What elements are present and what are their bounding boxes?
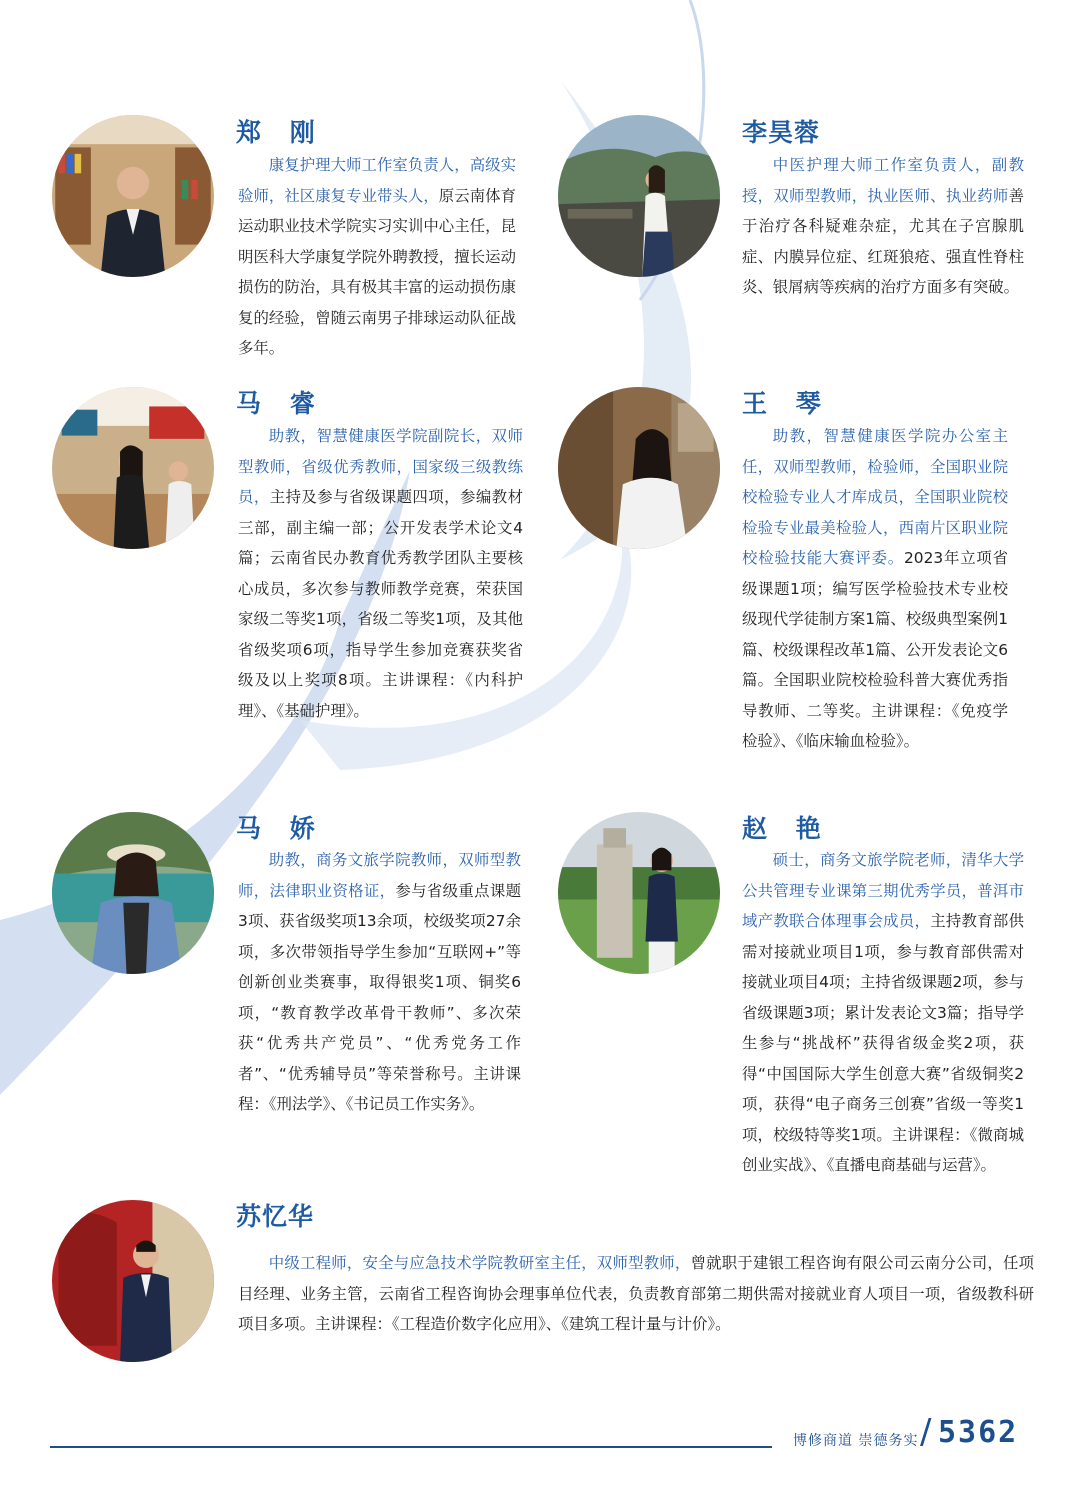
bio-text: 主持教育部供需对接就业项目1项，参与教育部供需对接就业项目4项；主持省级课题2项，参与省级课题3项；累计发表论文3篇；指导学生参与“挑战杯”获得省级金奖2项，获得“中国国际大学生创意大赛”省级铜奖2项，获得“电子商务三创赛”省级一等奖1项，校级特等奖1项。主讲课程：《微商城创业实战》、《直播电商基础与运营》。	[742, 912, 1024, 1174]
portrait-li-haorong	[558, 115, 720, 277]
staff-name: 马 娇	[236, 814, 325, 843]
staff-bio	[238, 421, 523, 726]
staff-name: 赵 艳	[742, 814, 831, 843]
portrait-su-yihua	[52, 1200, 214, 1362]
bio-text: 原云南体育运动职业技术学院实习实训中心主任，昆明医科大学康复学院外聘教授，擅长运动损伤的防治，具有极其丰富的运动损伤康复的经验，曾随云南男子排球运动队征战多年。	[238, 186, 516, 357]
footer-slash: /	[920, 1412, 932, 1452]
bio-highlight: 中医护理大师工作室负责人，副教授，双师型教师，执业医师、执业药师	[742, 156, 1024, 205]
portrait-wang-qin	[558, 387, 720, 549]
bio-highlight: 助教，智慧健康医学院办公室主任，双师型教师，检验师，全国职业院校检验专业人才库成员，全国职业院校检验专业最美检验人，西南片区职业院校检验技能大赛评委。	[742, 427, 1008, 567]
bio-highlight: 康复护理大师工作室负责人，高级实验师，社区康复专业带头人，	[238, 156, 516, 205]
staff-bio	[238, 1248, 1034, 1340]
staff-name: 苏忆华	[236, 1202, 315, 1231]
footer-motto: 博修商道 崇德务实	[793, 1433, 919, 1449]
bio-text: 主持及参与省级课题四项，参编教材三部，副主编一部；公开发表学术论文4篇；云南省民办教育优秀教学团队主要核心成员，多次参与教师教学竞赛，荣获国家级二等奖1项，省级二等奖1项，及其他省级奖项6项，指导学生参加竞赛获奖省级及以上奖项8项。主讲课程：《内科护理》、《基础护理》。	[238, 488, 523, 720]
staff-name: 王 琴	[742, 389, 831, 418]
portrait-ma-rui	[52, 387, 214, 549]
staff-bio	[742, 150, 1024, 303]
bio-text: 2023年立项省级课题1项；编写医学检验技术专业校级现代学徒制方案1篇、校级典型案例1篇、校级课程改革1篇、公开发表论文6篇。全国职业院校检验科普大赛优秀指导教师、二等奖。主讲课程：《免疫学检验》、《临床输血检验》。	[742, 549, 1008, 750]
portrait-zhao-yan	[558, 812, 720, 974]
bio-highlight: 中级工程师，安全与应急技术学院教研室主任，双师型教师，	[268, 1254, 691, 1272]
staff-name: 郑 刚	[236, 118, 325, 147]
bio-highlight: 助教，智慧健康医学院副院长，双师型教师，省级优秀教师，国家级三级教练员，	[238, 427, 523, 506]
staff-bio	[238, 150, 516, 364]
bio-text: 参与省级重点课题3项、获省级奖项13余项，校级奖项27余项，多次带领指导学生参加“互联网+”等创新创业类赛事，取得银奖1项、铜奖6项，“教育教学改革骨干教师”、多次荣获“优秀共产党员”、“优秀党务工作者”、“优秀辅导员”等荣誉称号。主讲课程：《刑法学》、《书记员工作实务》。	[238, 881, 521, 1113]
staff-name: 李昊蓉	[742, 118, 821, 147]
bio-text: 曾就职于建银工程咨询有限公司云南分公司，任项目经理、业务主管，云南省工程咨询协会理事单位代表，负责教育部第二期供需对接就业育人项目一项，省级教科研项目多项。主讲课程：《工程造价数字化应用》、《建筑工程计量与计价》。	[238, 1254, 1034, 1333]
staff-bio	[742, 845, 1024, 1181]
portrait-zheng-gang	[52, 115, 214, 277]
footer-divider	[50, 1446, 772, 1448]
staff-bio	[238, 845, 521, 1120]
bio-text: 善于治疗各科疑难杂症，尤其在子宫腺肌症、内膜异位症、红斑狼疮、强直性脊柱炎、银屑病等疾病的治疗方面多有突破。	[742, 186, 1024, 296]
portrait-ma-jiao	[52, 812, 214, 974]
staff-name: 马 睿	[236, 389, 325, 418]
bio-highlight: 助教，商务文旅学院教师，双师型教师，法律职业资格证，	[238, 851, 521, 900]
bio-highlight: 硕士，商务文旅学院老师，清华大学公共管理专业课第三期优秀学员，普洱市域产教联合体理事会成员，	[742, 851, 1024, 930]
footer-mark: 5362	[938, 1415, 1019, 1450]
staff-bio	[742, 421, 1008, 757]
